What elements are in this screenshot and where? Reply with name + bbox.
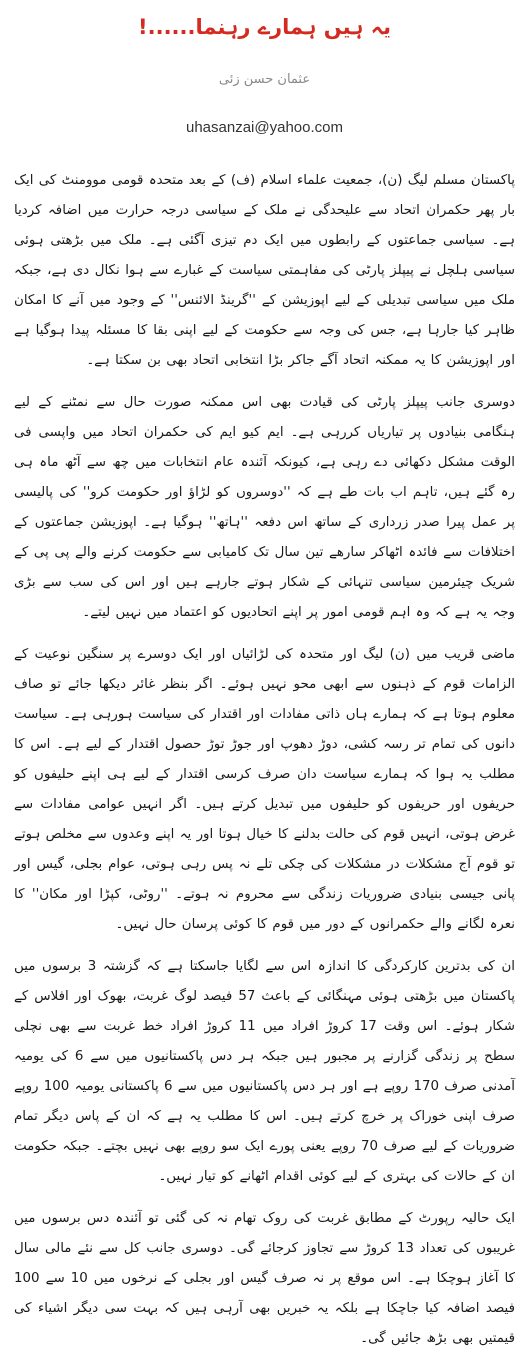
article-paragraph: ایک حالیہ رپورٹ کے مطابق غربت کی روک تھام نہ کی گئی تو آئندہ دس برسوں میں غریبوں کی تعداد 13 کروڑ سے تجاوز کرجائے گی۔ دوسری جانب کل سے نئے مالی سال کا آغاز ہوچکا ہے۔ اس موقع پر نہ صرف گیس اور بجلی کے نرخوں میں 10 سے 100 فیصد اضافہ کیا جاچکا ہے بلکہ یہ خبریں بھی آرہی ہیں کہ بہت سی دیگر اشیاء کی قیمتیں بھی بڑھ جائیں گی۔ — [14, 1211, 515, 1346]
article-paragraph: ماضی قریب میں (ن) لیگ اور متحدہ کی لڑائیاں اور ایک دوسرے پر سنگین نوعیت کے الزامات قوم کے ذہنوں سے ابھی محو نہیں ہوئے۔ اگر بنظر غائر دیکھا جائے تو صاف معلوم ہوتا ہے کہ ہمارے ہاں ذاتی مفادات اور اقتدار کی سیاست ہورہی ہے۔ سیاست دانوں کی تمام تر رسہ کشی، دوڑ دھوپ اور جوڑ توڑ حصول اقتدار کے لیے ہے۔ اس کا مطلب یہ ہوا کہ ہمارے سیاست دان صرف کرسی اقتدار کے لیے ہی اپنے حلیفوں کو حریفوں اور حریفوں کو حلیفوں میں تبدیل کرتے ہیں۔ اگر انہیں عوامی مفادات سے غرض ہوتی، انہیں قوم کی حالت بدلنے کا خیال ہوتا اور یہ اپنے وعدوں سے مخلص ہوتے تو قوم آج مشکلات در مشکلات کی چکی تلے نہ پس رہی ہوتی، عوام بجلی، گیس اور پانی جیسی بنیادی ضروریات زندگی سے محروم نہ ہوتے۔ ''روٹی، کپڑا اور مکان'' کا نعرہ لگانے والے حکمرانوں کے دور میں قوم کا کوئی پرسان حال نہیں۔ — [14, 647, 515, 932]
author-name: عثمان حسن زئی — [218, 72, 311, 87]
article-paragraph: دوسری جانب پیپلز پارٹی کی قیادت بھی اس ممکنہ صورت حال سے نمٹنے کے لیے ہنگامی بنیادوں پر تیاریاں کررہی ہے۔ ایم کیو ایم کی حکمران اتحاد میں واپسی فی الوقت مشکل دکھائی دے رہی ہے، کیونکہ آئندہ عام انتخابات میں چھ سے آٹھ ماہ ہی رہ گئے ہیں، تاہم اب بات طے ہے کہ ''دوسروں کو لڑاؤ اور حکومت کرو'' کی پالیسی پر عمل پیرا صدر زرداری کے ساتھ اس دفعہ ''ہاتھ'' ہوگیا ہے۔ اپوزیشن جماعتوں کے اختلافات سے فائدہ اٹھاکر سارھے تین سال تک کامیابی سے حکومت کرنے والے پی پی کے شریک چیئرمین سیاسی تنہائی کے شکار ہوتے جارہے ہیں اور اس کی سب سے بڑی وجہ یہ ہے کہ وہ اہم قومی امور پر اپنے اتحادیوں کو اعتماد میں نہیں لیتے۔ — [14, 395, 515, 620]
article-paragraph: پاکستان مسلم لیگ (ن)، جمعیت علماء اسلام (ف) کے بعد متحدہ قومی موومنٹ کی ایک بار پھر حکمران اتحاد سے علیحدگی نے ملک کے سیاسی درجہ حرارت میں اضافہ کردیا ہے۔ سیاسی جماعتوں کے رابطوں میں ایک دم تیزی آگئی ہے۔ ملک میں بڑھتی ہوئی سیاسی ہلچل نے پیپلز پارٹی کی مفاہمتی سیاست کے غبارے سے ہوا نکال دی ہے، جبکہ ملک میں سیاسی تبدیلی کے لیے اپوزیشن کے ''گرینڈ الائنس'' کے وجود میں آنے کا امکان ظاہر کیا جارہا ہے، جس کی وجہ سے حکومت کے لیے اپنی بقا کا مسئلہ پیدا ہوگیا ہے اور اپوزیشن کا یہ ممکنہ اتحاد آگے جاکر بڑا انتخابی اتحاد بھی بن سکتا ہے۔ — [14, 173, 515, 368]
author-email: uhasanzai@yahoo.com — [186, 119, 343, 136]
article-paragraph: ان کی بدترین کارکردگی کا اندازہ اس سے لگایا جاسکتا ہے کہ گزشتہ 3 برسوں میں پاکستان میں بڑھتی ہوئی مہنگائی کے باعث 57 فیصد لوگ غربت، بھوک اور افلاس کے شکار ہوئے۔ اس وقت 17 کروڑ افراد میں 11 کروڑ افراد خط غربت سے بھی نچلی سطح پر زندگی گزارنے پر مجبور ہیں جبکہ ہر دس پاکستانیوں میں سے 6 کی یومیہ آمدنی صرف 170 روپے ہے اور ہر دس پاکستانیوں میں سے 6 پاکستانی یومیہ 100 روپے صرف اپنی خوراک پر خرچ کرتے ہیں۔ اس کا مطلب یہ ہے کہ ان کے پاس دیگر تمام ضروریات کے لیے صرف 70 روپے یعنی پورے ایک سو روپے بھی نہیں بچتے۔ جبکہ حکومت ان کے حالات کی بہتری کے لیے کوئی اقدام اٹھانے کو تیار نہیں۔ — [14, 959, 516, 1184]
article-body — [14, 166, 515, 1354]
article-title: یہ ہیں ہمارے رہنما......! — [138, 15, 391, 39]
